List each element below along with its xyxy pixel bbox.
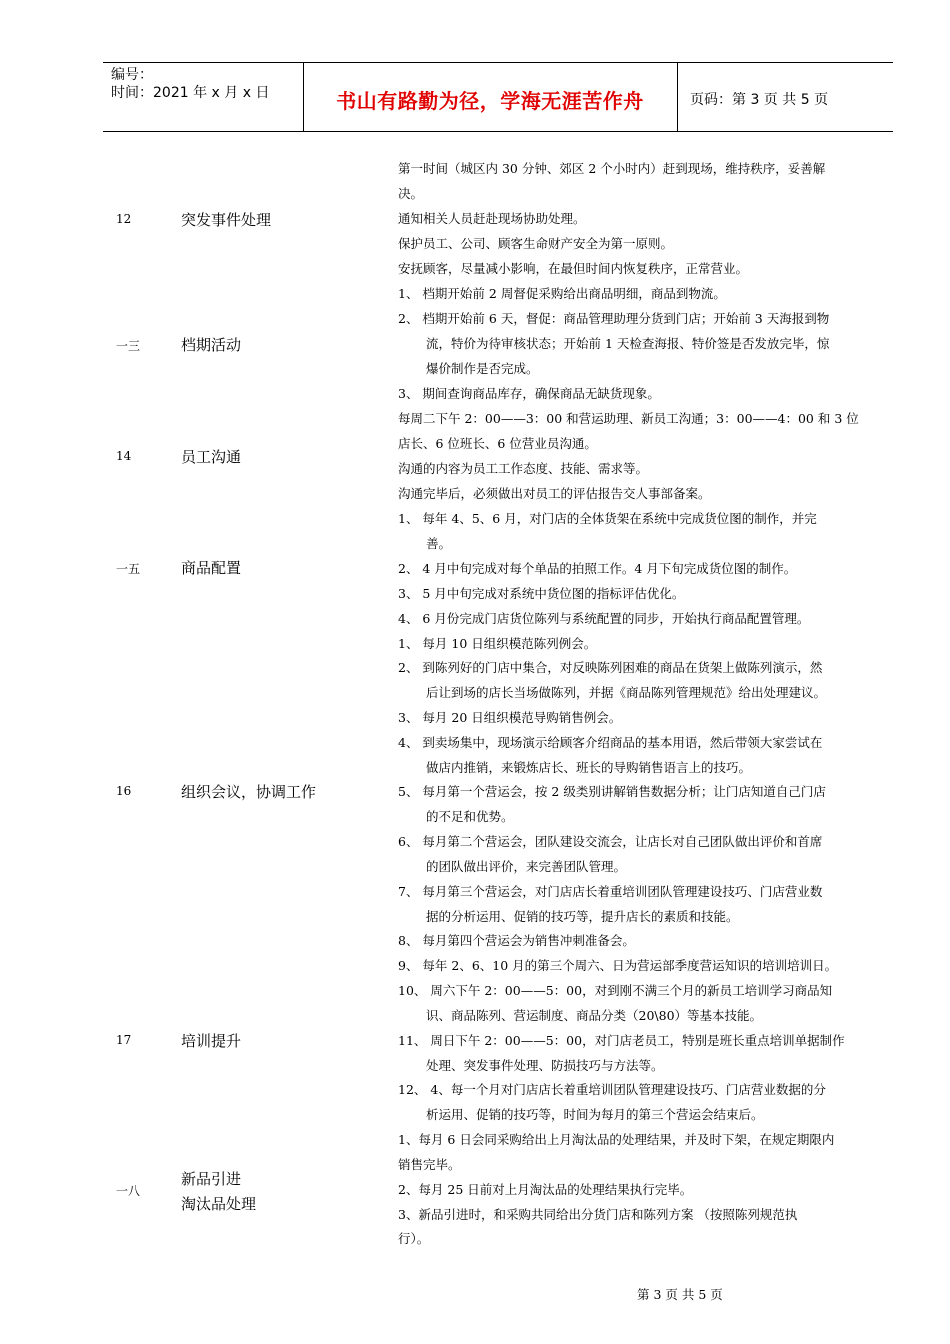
motto-text: 书山有路勤为径，学海无涯苦作舟	[336, 89, 644, 113]
content-line: 店长、6 位班长、6 位营业员沟通。	[398, 436, 597, 451]
content-line: 安抚顾客，尽量减小影响，在最但时间内恢复秩序，正常营业。	[398, 261, 749, 276]
content-line: 决。	[398, 186, 424, 201]
section-title: 档期活动	[181, 336, 242, 354]
header-meta	[103, 63, 304, 131]
header-motto	[303, 63, 678, 131]
content-line: 2、 档期开始前 6 天，督促：商品管理助理分货到门店；开始前 3 天海报到物	[398, 311, 830, 326]
content-line: 保护员工、公司、顾客生命财产安全为第一原则。	[398, 236, 674, 251]
content-line: 3、新品引进时，和采购共同给出分货门店和陈列方案 （按照陈列规范执	[398, 1207, 798, 1222]
content-line: 1、 每年 4、5、6 月，对门店的全体货架在系统中完成货位图的制作，并完	[398, 511, 817, 526]
content-line: 3、 每月 20 日组织模范导购销售例会。	[398, 710, 622, 725]
content-line: 2、 到陈列好的门店中集合，对反映陈列困难的商品在货架上做陈列演示，然	[398, 660, 823, 675]
content-line: 处理、突发事件处理、防损技巧与方法等。	[426, 1058, 664, 1073]
content-line: 的不足和优势。	[426, 809, 514, 824]
content-line: 4、 到卖场集中，现场演示给顾客介绍商品的基本用语，然后带领大家尝试在	[398, 735, 823, 750]
content-line: 8、 每月第四个营运会为销售冲刺准备会。	[398, 933, 635, 948]
section-number: 14	[116, 449, 132, 463]
content-line: 的团队做出评价，来完善团队管理。	[426, 859, 627, 874]
content-line: 沟通的内容为员工工作态度、技能、需求等。	[398, 461, 649, 476]
content-line: 7、 每月第三个营运会，对门店店长着重培训团队管理建设技巧、门店营业数	[398, 884, 823, 899]
content-line: 沟通完毕后，必须做出对员工的评估报告交人事部备案。	[398, 486, 711, 501]
section-title: 组织会议，协调工作	[181, 783, 317, 801]
content-line: 析运用、促销的技巧等，时间为每月的第三个营运会结束后。	[426, 1107, 764, 1122]
content-line: 1、 每月 10 日组织模范陈列例会。	[398, 636, 597, 651]
content-line: 据的分析运用、促销的技巧等，提升店长的素质和技能。	[426, 909, 739, 924]
section-number: 12	[116, 212, 132, 226]
content-line: 10、 周六下午 2：00——5：00，对到刚不满三个月的新员工培训学习商品知	[398, 983, 833, 998]
number-label: 编号：	[111, 67, 153, 83]
content-line: 通知相关人员赶赴现场协助处理。	[398, 211, 586, 226]
page-header	[103, 62, 893, 132]
content-line: 2、 4 月中旬完成对每个单品的拍照工作。4 月下旬完成货位图的制作。	[398, 561, 797, 576]
section-number: 一五	[116, 562, 141, 576]
content-line: 行）。	[398, 1231, 430, 1246]
section-title: 员工沟通	[181, 448, 242, 466]
content-line: 12、 4、每一个月对门店店长着重培训团队管理建设技巧、门店营业数据的分	[398, 1082, 826, 1097]
content-line: 6、 每月第二个营运会，团队建设交流会，让店长对自己团队做出评价和首席	[398, 834, 823, 849]
content-line: 3、 期间查询商品库存，确保商品无缺货现象。	[398, 386, 660, 401]
section-subtitle: 淘汰品处理	[181, 1195, 257, 1213]
content-line: 11、 周日下午 2：00——5：00，对门店老员工，特别是班长重点培训单据制作	[398, 1033, 845, 1048]
section-number: 一八	[116, 1184, 141, 1198]
header-page	[678, 63, 893, 131]
content-line: 3、 5 月中旬完成对系统中货位图的指标评估优化。	[398, 586, 685, 601]
content-line: 做店内推销，来锻炼店长、班长的导购销售语言上的技巧。	[426, 760, 752, 775]
content-line: 1、每月 6 日会同采购给出上月淘汰品的处理结果，并及时下架，在规定期限内	[398, 1132, 835, 1147]
section-number: 一三	[116, 339, 141, 353]
section-title: 培训提升	[181, 1032, 242, 1050]
section-number: 17	[116, 1033, 132, 1047]
section-title: 突发事件处理	[181, 211, 272, 229]
content-line: 识、商品陈列、营运制度、商品分类（20\80）等基本技能。	[426, 1008, 763, 1023]
content-line: 善。	[426, 536, 452, 551]
content-line: 第一时间（城区内 30 分钟、郊区 2 个小时内）赶到现场，维持秩序，妥善解	[398, 161, 826, 176]
page-info: 页码：第 3 页 共 5 页	[690, 92, 829, 108]
content-line: 流，特价为待审核状态；开始前 1 天检查海报、特价签是否发放完毕，惊	[426, 336, 830, 351]
content-line: 5、 每月第一个营运会，按 2 级类别讲解销售数据分析；让门店知道自己门店	[398, 784, 826, 799]
date-label: 时间：2021 年 x 月 x 日	[111, 85, 270, 101]
content-line: 2、每月 25 日前对上月淘汰品的处理结果执行完毕。	[398, 1182, 693, 1197]
content-line: 销售完毕。	[398, 1157, 461, 1172]
content-line: 爆价制作是否完成。	[426, 361, 539, 376]
content-line: 每周二下午 2：00——3：00 和营运助理、新员工沟通；3：00——4：00 和 3 位	[398, 411, 859, 426]
content-line: 1、 档期开始前 2 周督促采购给出商品明细，商品到物流。	[398, 286, 726, 301]
content-line: 9、 每年 2、6、10 月的第三个周六、日为营运部季度营运知识的培训培训日。	[398, 958, 838, 973]
content-line: 4、 6 月份完成门店货位陈列与系统配置的同步，开始执行商品配置管理。	[398, 611, 810, 626]
page-footer: 第 3 页 共 5 页	[637, 1287, 723, 1302]
section-title: 商品配置	[181, 559, 242, 577]
section-title: 新品引进	[181, 1170, 242, 1188]
content-line: 后让到场的店长当场做陈列，并据《商品陈列管理规范》给出处理建议。	[426, 685, 827, 700]
section-number: 16	[116, 784, 132, 798]
